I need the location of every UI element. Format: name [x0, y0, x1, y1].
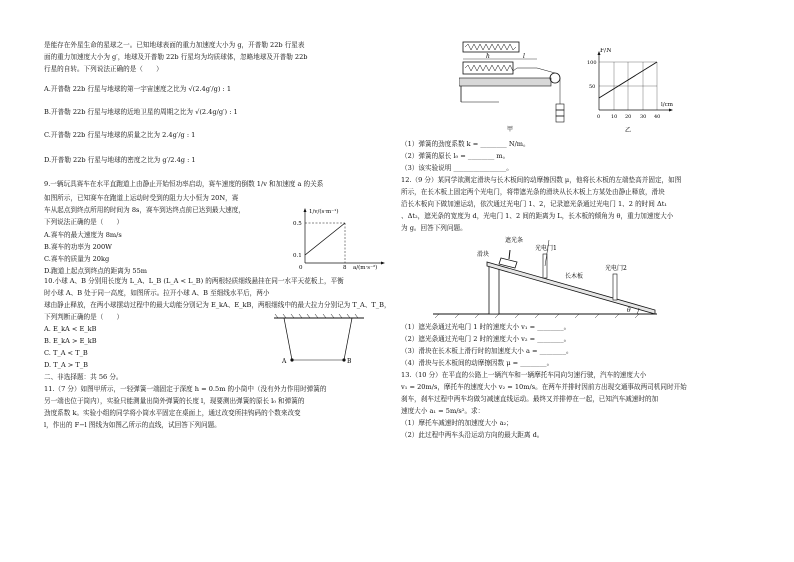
label-h: h [486, 53, 490, 60]
q10-option-b: B. E_kA > E_kB [44, 337, 97, 345]
q12-text-line: 12.（9 分）某同学欲测定滑块与长木板间的动摩擦因数 μ，他将长木板的左端垫高并固定，如图 [401, 176, 682, 184]
q9-y-tick: 0.1 [293, 253, 302, 259]
section-heading: 二、非选择题：共 56 分。 [44, 373, 123, 381]
q9-option-b: B.赛车的功率为 200W [44, 243, 112, 251]
label-theta: θ [627, 307, 631, 314]
q8-option-a: A.开普勒 22b 行星与地球的第一宇宙速度之比为 √(2.4g′/g) : 1 [44, 85, 232, 93]
label-gate2: 光电门2 [605, 265, 627, 272]
q8-intro-line: 行星的自转。下列说法正确的是（ ） [44, 65, 163, 73]
incline-figure [425, 236, 665, 318]
caption-yi: 乙 [625, 127, 632, 134]
graph-y-tick: 50 [589, 84, 596, 90]
q12-sub-2: （2）遮光条通过光电门 2 时的速度大小 v₂ = ________。 [401, 335, 571, 343]
spring-apparatus-figure [459, 38, 579, 133]
q9-text-line: 下列说法正确的是（ ） [44, 218, 124, 226]
q9-x-tick: 8 [343, 265, 347, 270]
q13-text-line: 速度大小 a₁ = 5m/s²。求： [401, 407, 485, 415]
q11-text-line: 另一端也位于筒内），实验只能测量出筒外弹簧的长度 l，现要测出弹簧的原长 l₀ 和弹簧的 [44, 397, 305, 405]
q13-sub-1: （1）摩托车减速时的加速度大小 a₂； [401, 419, 513, 427]
q8-option-c: C.开普勒 22b 行星与地球的质量之比为 2.4g′/g : 1 [44, 131, 196, 139]
q11-sub-3: （3）该实验说明 ________________。 [401, 164, 513, 172]
q9-option-c: C.赛车的质量为 20kg [44, 255, 110, 263]
q9-x-label: a/(m·s⁻²) [353, 265, 378, 270]
q11-text-line: 11.（7 分）如图甲所示，一轻弹簧一端固定于深度 h = 0.5m 的小筒中（没有外力作用时弹簧的 [44, 385, 327, 393]
q9-option-d: D.跑道上起点到终点的距离为 55m [44, 267, 148, 275]
graph-y-label: F/N [600, 48, 612, 54]
q9-text-line: 车从起点到终点所用的时间为 8s，赛车到达终点前已达到最大速度， [44, 206, 245, 214]
q9-origin: 0 [299, 265, 303, 270]
graph-x-label: l/cm [661, 102, 673, 108]
q10-text-line: 时小球 A、B 处于同一高度，如图所示。拉开小球 A、B 至细线水平后，两小 [44, 289, 270, 297]
q11-text-line: l，作出的 F−l 图线为如图乙所示的直线，试回答下列问题。 [44, 421, 221, 429]
q9-graph [289, 205, 389, 270]
q8-intro-line: 是能存在外星生命的星球之一。已知地球表面的重力加速度大小为 g，开普勒 22b 行星表 [44, 41, 305, 49]
label-board: 长木板 [565, 273, 584, 280]
q12-text-line: 沿长木板向下做加速运动，依次通过光电门 1、2，记录遮光条通过光电门 1、2 的时间 Δt₁ [401, 200, 667, 208]
q10-text-line: 球由静止释放，在两小球摆动过程中的最大动能分别记为 E_kA、E_kB，两根细线中的最大拉力分别记为 T_A、T_B， [44, 301, 391, 309]
q9-option-a: A.赛车的最大速度为 8m/s [44, 231, 122, 239]
q9-y-tick: 0.5 [293, 221, 302, 227]
label-l: l [523, 53, 525, 60]
label-slider: 滑块 [477, 251, 490, 258]
q13-text-line: 刹车，刹车过程中两车均做匀减速直线运动。最终又并排停在一起，已知汽车减速时的加 [401, 395, 659, 403]
q13-sub-2: （2）此过程中两车头沿运动方向的最大距离 d。 [401, 431, 544, 439]
q10-label-b: B [347, 358, 352, 365]
q12-sub-4: （4）滑块与长木板间的动摩擦因数 μ = ________。 [401, 359, 554, 367]
q10-option-a: A. E_kA < E_kB [44, 325, 97, 333]
q10-label-a: A [282, 358, 287, 365]
q8-option-d: D.开普勒 22b 行星与地球的密度之比为 g′/2.4g : 1 [44, 156, 196, 164]
q10-figure [270, 312, 370, 372]
graph-y-tick: 100 [587, 60, 597, 66]
q12-text-line: 为 g。回答下列问题。 [401, 224, 467, 232]
q9-y-label: 1/v/(s·m⁻¹) [309, 209, 339, 215]
q8-option-b: B.开普勒 22b 行星与地球的近地卫星的周期之比为 √(2.4g/g′) : 1 [44, 108, 238, 116]
caption-jia: 甲 [507, 126, 514, 133]
q10-text-line: 10.小球 A、B 分别用长度为 L_A、L_B (L_A < L_B) 的两根轻质细线悬挂在同一水平天花板上，平衡 [44, 277, 344, 285]
q10-option-c: C. T_A < T_B [44, 349, 88, 357]
q13-text-line: 13.（10 分）在平直的公路上一辆汽车和一辆摩托车同向匀速行驶，汽车的速度大小 [401, 371, 647, 379]
q12-sub-3: （3）滑块在长木板上滑行时的加速度大小 a = ________。 [401, 347, 573, 355]
q11-text-line: 劲度系数 k。实验小组的同学将小筒水平固定在桌面上，通过改变所挂钩码的个数来改变 [44, 409, 301, 417]
graph-x-tick: 10 [611, 114, 618, 120]
f-l-graph [587, 48, 687, 143]
graph-x-tick: 40 [654, 114, 661, 120]
graph-x-tick: 0 [597, 114, 601, 120]
q13-text-line: v₁ = 20m/s，摩托车的速度大小 v₂ = 10m/s。在两车并排时因前方出现交通事故两司机同时开始 [401, 383, 687, 391]
label-gate1: 光电门1 [535, 245, 557, 252]
graph-x-tick: 30 [640, 114, 647, 120]
q11-sub-2: （2）弹簧的原长 l₀ = ________ m。 [401, 152, 510, 160]
q10-text-line: 下列判断正确的是（ ） [44, 313, 124, 321]
q12-text-line: 、Δt₂，遮光条的宽度为 d，光电门 1、2 间的距离为 L，长木板的倾角为 θ，重力加速度大小 [401, 212, 674, 220]
q10-option-d: D. T_A > T_B [44, 361, 88, 369]
label-strip: 遮光条 [505, 237, 524, 244]
q8-intro-line: 面的重力加速度大小为 g′，地球及开普勒 22b 行星均为均质球体，忽略地球及开普勒 22b [44, 53, 308, 61]
q12-text-line: 所示，在长木板上固定两个光电门，将带遮光条的滑块从长木板上方某处由静止释放，滑块 [401, 188, 665, 196]
graph-x-tick: 20 [625, 114, 632, 120]
q9-text-line: 如图所示，已知赛车在跑道上运动时受到的阻力大小恒为 20N，赛 [44, 194, 239, 202]
q11-sub-1: （1）弹簧的劲度系数 k = ________ N/m。 [401, 140, 530, 148]
q12-sub-1: （1）遮光条通过光电门 1 时的速度大小 v₁ = ________。 [401, 323, 571, 331]
q9-text-line: 9.一辆玩具赛车在水平直跑道上由静止开始恒功率启动，赛车速度的倒数 1/v 和加速度 a 的关系 [44, 180, 324, 188]
